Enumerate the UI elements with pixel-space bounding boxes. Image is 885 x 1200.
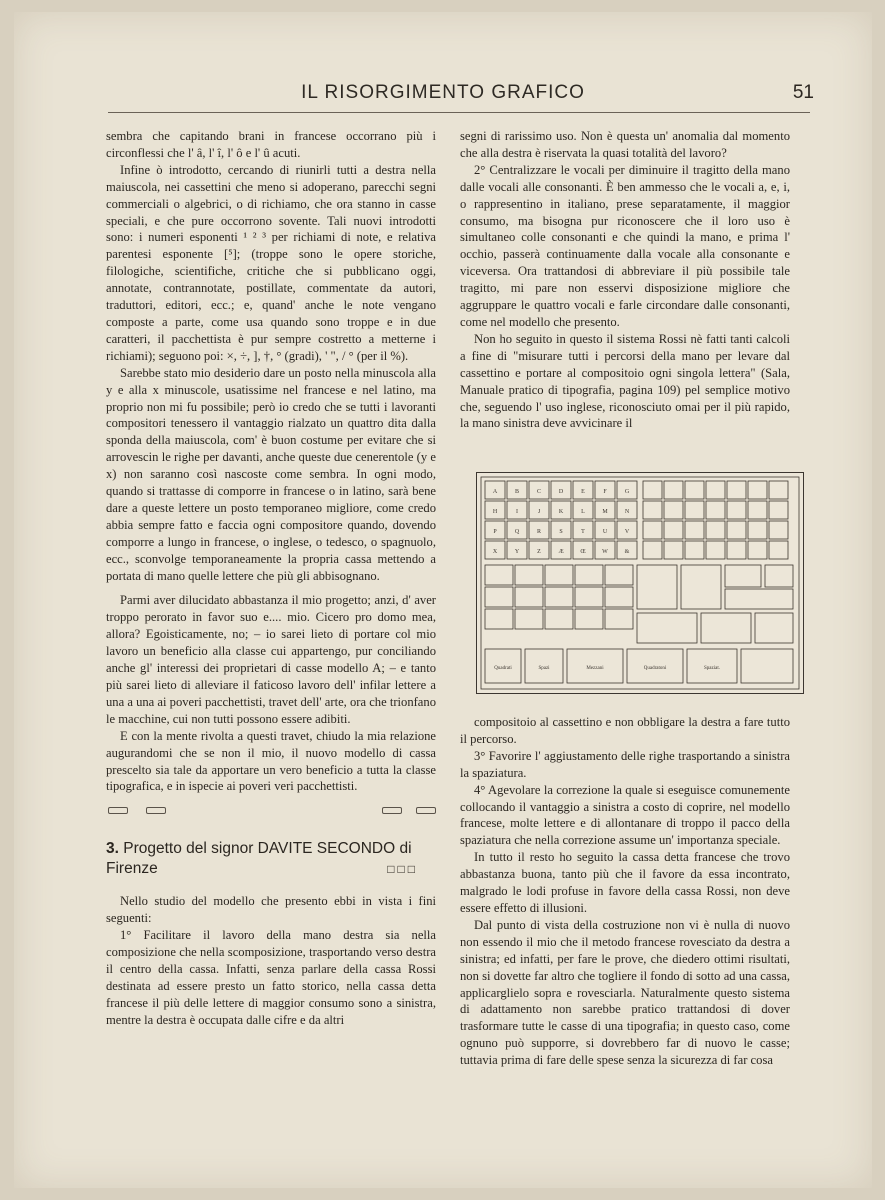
case-compartment xyxy=(575,609,603,629)
compartment-letter: L xyxy=(581,509,585,515)
case-compartment xyxy=(685,521,704,539)
compartment-letter: H xyxy=(492,509,498,515)
case-compartment xyxy=(664,501,683,519)
case-compartment xyxy=(769,541,788,559)
case-compartment-large xyxy=(637,613,697,643)
page xyxy=(14,12,872,1188)
case-compartment-large xyxy=(637,565,677,609)
case-compartment xyxy=(706,481,725,499)
compartment-letter: B xyxy=(514,489,520,495)
compartment-letter: K xyxy=(558,509,564,515)
paragraph: Non ho seguito in questo il sistema Rossi nè fatti tanti calcoli a fine di "misurare tutti i percorsi della mano per levare dal cassettino e portare al compositoio ogni singola lettera" (Sala, Manuale pratico di tipografia, pagina 109) pel semplice motivo che, seguendo l' uso inglese, riconosciuto omai per il più rapido, la mano sinistra deve avvicinare il xyxy=(460,331,790,431)
case-compartment xyxy=(575,587,603,607)
section-ornament xyxy=(106,801,436,819)
ornament-dash xyxy=(382,807,402,814)
case-compartment xyxy=(515,587,543,607)
compartment-label: Quadratoni xyxy=(643,666,667,671)
compartment-letter: D xyxy=(558,489,564,495)
header-title: IL RISORGIMENTO GRAFICO xyxy=(301,82,585,103)
case-compartment xyxy=(643,501,662,519)
section-squares: □□□ xyxy=(387,862,418,877)
header-rule xyxy=(108,112,810,113)
compartment-letter: Z xyxy=(537,549,541,555)
compartment-letter: F xyxy=(603,489,607,495)
compartment-letter: N xyxy=(624,509,630,515)
page-number: 51 xyxy=(792,82,814,103)
case-compartment xyxy=(605,609,633,629)
case-compartment xyxy=(727,541,746,559)
case-compartment xyxy=(485,565,513,585)
right-column xyxy=(460,128,790,432)
paragraph: Infine ò introdotto, cercando di riunirli tutti a destra nella maiuscola, nei cassettini che meno si adoperano, parecchi segni commerciali o algebrici, o di richiamo, che ora stanno in casse speciali, e che pure occorrono sovente. Tali nuovi introdotti sono: i numeri esponenti ¹ ² ³ per richiami di note, e relativa parentesi esponente [⁵]; (troppe sono le opere storiche, filologiche, scientifiche, critiche che si pubblicano oggi, annotate, contrannotate, postillate, commentate da autori, traduttori, editori, ecc.; e, quand' anche le note vengano composte a parte, come usa quando sono troppe e in due caratteri, il pacchettista è pur sempre costretto a metterne i richiami); seguono poi: ×, ÷, ], †, ° (gradi), ' ", / ° (per il %). xyxy=(106,162,436,363)
case-compartment xyxy=(748,501,767,519)
compartment-letter: W xyxy=(602,549,608,555)
paragraph: In tutto il resto ho seguito la cassa detta francese che trovo abbastanza buona, tanto più che il favore da essa incontrato, malgrado le lodi profuse in favore della cassa Rossi, non deve essere effetto di illusioni. xyxy=(460,850,790,915)
case-compartment xyxy=(755,613,793,643)
compartment-letter: Q xyxy=(514,529,520,535)
compartment-letter: E xyxy=(581,489,585,495)
ornament-dash xyxy=(146,807,166,814)
compartment-letter: R xyxy=(536,529,542,535)
case-compartment xyxy=(575,565,603,585)
compartment-label: Quadrati xyxy=(494,666,512,671)
paragraph: compositoio al cassettino e non obbligare la destra a fare tutto il percorso. xyxy=(460,715,790,746)
paragraph: sembra che capitando brani in francese occorrano più i circonflessi che l' â, l' î, l' ô e l' û acuti. xyxy=(106,129,436,160)
case-compartment xyxy=(706,501,725,519)
case-compartment xyxy=(664,541,683,559)
case-compartment xyxy=(765,565,793,587)
case-compartment xyxy=(685,541,704,559)
case-compartment xyxy=(605,587,633,607)
section-title-line1: Progetto del signor DAVITE SECONDO di xyxy=(123,840,412,858)
compartment-letter: S xyxy=(559,529,563,535)
paragraph: 1° Facilitare il lavoro della mano destra sia nella composizione che nella scomposizione, trasportando verso destra il centro della cassa. Infatti, senza parlare della cassa Rossi destinata ad essere presto un fatto storico, nella cassa detta francese il più delle lettere di maggior consumo sono a sinistra, mentre la destra è occupata dalle cifre e da altri xyxy=(106,928,436,1027)
type-case-figure xyxy=(477,473,803,693)
case-compartment xyxy=(643,481,662,499)
case-compartment xyxy=(685,501,704,519)
case-compartment xyxy=(727,481,746,499)
section-title-line2: Firenze xyxy=(106,860,158,878)
ornament-dash xyxy=(416,807,436,814)
compartment-label: Spaziat. xyxy=(704,666,720,671)
case-compartment-large xyxy=(681,565,721,609)
paragraph: Nello studio del modello che presento ebbi in vista i fini seguenti: xyxy=(106,894,436,926)
compartment-letter: & xyxy=(624,549,630,555)
case-compartment-large xyxy=(701,613,751,643)
case-compartment xyxy=(748,521,767,539)
compartment-letter: Œ xyxy=(580,549,586,555)
case-compartment xyxy=(685,481,704,499)
paragraph: E con la mente rivolta a questi travet, chiudo la mia relazione augurandomi che se non il mio, il nuovo modello di cassa prescelto sia tale da apportare un vero beneficio a tutta la classe tipografica, e in ispecie ai poveri veri pacchettisti. xyxy=(106,728,436,794)
case-compartment xyxy=(515,609,543,629)
compartment-letter: I xyxy=(516,509,518,515)
case-compartment xyxy=(485,609,513,629)
case-compartment xyxy=(748,481,767,499)
case-compartment xyxy=(605,565,633,585)
compartment-letter: M xyxy=(602,509,608,515)
case-compartment xyxy=(545,565,573,585)
compartment-letter: Y xyxy=(514,549,520,555)
paragraph: Sarebbe stato mio desiderio dare un posto nella minuscola alla y e alla x minuscole, usatissime nel francese e nel latino, ma proprio non mi fu possibile; però io credo che se tutti i lavoranti compositori tenessero il vantaggio rialzato un quattro dita dalla sponda della maiuscola, com' è buon costume per evitare che si arrovescin le righe per davanti, anche queste due cenerentole (y e x) non saranno così nascoste come sembra. In ogni modo, quando si trattasse di comporre in francese o in latino, sarà bene dare a queste lettere un posto temporaneo migliore, come credo abbia sempre fatto e faccia ogni compositore quando, dovendo comporre a lungo in francese, o inglese, o tedesco, o spagnuolo, ecc., sconvolge temporaneamente la propria cassa mettendo a portata di mano quelle lettere che più gli abbisognano. xyxy=(106,365,436,583)
paragraph: Parmi aver dilucidato abbastanza il mio progetto; anzi, d' aver troppo perorato in favor suo e.... mio. Cicero pro domo mea, allora? Egoisticamente, no; – io sarei lieto di portare col mio lavoro un beneficio alla classe cui appartengo, pur conciliando anche gl' interessi dei proprietari di casse modello A; – e tanto più sarei lieto di alleviare il faticoso lavoro dell' infilar lettere a una a una ai poveri pacchettisti, travet dell' arte, ora che trionfano le macchine, cui non tutti possono essere adibiti. xyxy=(106,593,436,726)
compartment-letter: C xyxy=(536,489,542,495)
case-compartment xyxy=(664,481,683,499)
case-compartment xyxy=(706,521,725,539)
paragraph: 3° Favorire l' aggiustamento delle righe trasportando a sinistra la spaziatura. xyxy=(460,748,790,780)
compartment-letter: J xyxy=(537,509,541,515)
case-compartment xyxy=(664,521,683,539)
case-compartment xyxy=(748,541,767,559)
right-column-continued xyxy=(460,714,790,1069)
section-number: 3. xyxy=(106,840,119,858)
case-compartment xyxy=(545,587,573,607)
case-compartment xyxy=(769,521,788,539)
paragraph: segni di rarissimo uso. Non è questa un' anomalia dal momento che alla destra è riservata la quasi totalità del lavoro? xyxy=(460,129,790,160)
case-compartment xyxy=(485,587,513,607)
compartment-letter: V xyxy=(624,529,630,535)
case-compartment xyxy=(643,541,662,559)
case-compartment xyxy=(643,521,662,539)
paragraph: Dal punto di vista della costruzione non vi è nulla di nuovo non essendo il mio che il metodo francese rovesciato da destra a sinistra; ed infatti, per fare le prove, che diedero ottimi risultati, non si dovette far altro che togliere il fondo di sotto ad una cassa, applicarglielo sopra e rovesciarla. Naturalmente questo sistema di adattamento non sarebbe pratico trattandosi di dover trasformare tutte le casse di una tipografia; in questo caso, come ognuno può supporre, si dovrebbero far di nuovo le casse; tuttavia prima di fare delle spese senza la sicurezza di far cosa xyxy=(460,917,790,1068)
section-heading xyxy=(106,839,436,879)
left-column xyxy=(106,128,436,1029)
paragraph: 4° Agevolare la correzione la quale si eseguisce comunemente collocando il vantaggio a sinistra a costo di coprire, nel modello francese, molte lettere e di allontanare di troppo il pacco della spaziatura che nella correzione assume un' importanza speciale. xyxy=(460,782,790,848)
case-compartment xyxy=(727,521,746,539)
case-compartment xyxy=(706,541,725,559)
compartment-letter: X xyxy=(492,549,498,555)
compartment-letter: P xyxy=(493,529,497,535)
compartment-label: Mezzani xyxy=(586,666,604,671)
compartment-letter: G xyxy=(624,489,630,495)
paragraph: 2° Centralizzare le vocali per diminuire il tragitto della mano dalle vocali alle consonanti. È ben ammesso che le vocali a, e, i, o rappresentino in italiano, prese separatamente, il maggior consumo, ma bisogna pur riconoscere che il loro uso è simultaneo colle consonanti e che quindi la mano, e prima l' occhio, passerà continuamente dalla vocale alla consonante e viceversa. Ora trattandosi di abbreviare il più possibile tale tragitto, mi pare non esservi disposizione migliore che aggruppare le quattro vocali e farle circondare dalle consonanti, come nel modello che presento. xyxy=(460,162,790,329)
case-compartment xyxy=(515,565,543,585)
compartment-label: Spazi xyxy=(538,666,550,671)
running-header xyxy=(14,82,872,112)
compartment-letter: A xyxy=(492,489,498,495)
case-compartment xyxy=(769,481,788,499)
case-compartment xyxy=(725,565,761,587)
case-compartment xyxy=(727,501,746,519)
case-compartment xyxy=(741,649,793,683)
compartment-letter: Æ xyxy=(558,549,564,555)
case-compartment xyxy=(725,589,793,609)
case-compartment xyxy=(769,501,788,519)
type-case-diagram xyxy=(476,472,804,694)
compartment-letter: U xyxy=(602,529,608,535)
ornament-dash xyxy=(108,807,128,814)
compartment-letter: T xyxy=(581,529,585,535)
case-compartment xyxy=(545,609,573,629)
